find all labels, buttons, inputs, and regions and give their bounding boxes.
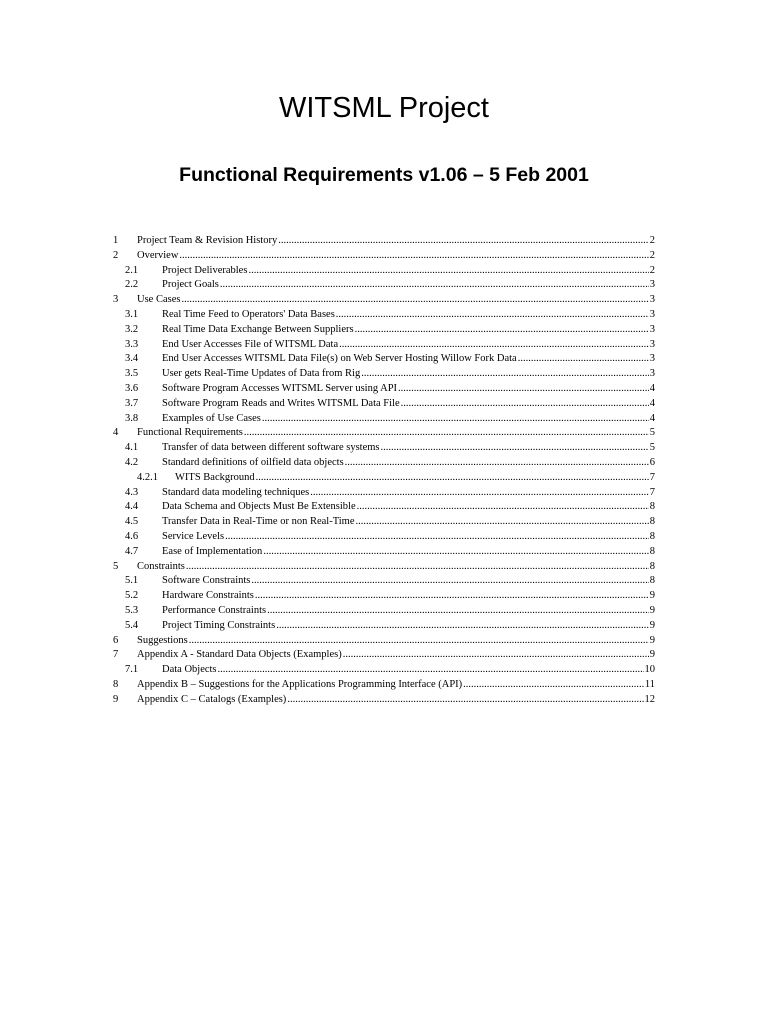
toc-entry-number: 4 <box>113 427 119 439</box>
toc-entry-number: 3.3 <box>125 338 139 350</box>
toc-entry-label[interactable]: Standard data modeling techniques <box>162 486 310 498</box>
toc-entry-number: 4.2 <box>125 456 139 468</box>
toc-entry-page-number[interactable]: 8 <box>649 530 655 542</box>
toc-entry-label[interactable]: Project Timing Constraints <box>162 619 276 631</box>
toc-entry[interactable] <box>113 545 655 560</box>
toc-entry-label[interactable]: Appendix A - Standard Data Objects (Examples) <box>137 649 342 661</box>
toc-entry-number: 3.5 <box>125 368 139 380</box>
toc-entry-label[interactable]: Service Levels <box>162 530 225 542</box>
toc-entry-number: 3.8 <box>125 412 139 424</box>
toc-dot-leader <box>244 426 649 441</box>
toc-dot-leader <box>381 441 649 456</box>
toc-entry-label[interactable]: Standard definitions of oilfield data objects <box>162 456 344 468</box>
toc-entry[interactable] <box>113 530 655 545</box>
toc-entry[interactable] <box>113 367 655 382</box>
toc-entry[interactable] <box>113 264 655 279</box>
toc-entry[interactable] <box>113 382 655 397</box>
toc-dot-leader <box>262 412 649 427</box>
toc-entry-number: 4.1 <box>125 442 139 454</box>
document-subtitle: Functional Requirements v1.06 – 5 Feb 2001 <box>179 164 589 186</box>
toc-dot-leader <box>276 619 649 634</box>
toc-dot-leader <box>339 338 649 353</box>
toc-entry-label[interactable]: Constraints <box>137 560 185 572</box>
toc-entry-page-number[interactable]: 7 <box>649 471 655 483</box>
toc-entry-number: 2.2 <box>125 279 139 291</box>
toc-entry-page-number[interactable]: 9 <box>649 604 655 616</box>
toc-entry-label[interactable]: Suggestions <box>137 634 188 646</box>
toc-entry[interactable] <box>113 308 655 323</box>
toc-entry-page-number[interactable]: 3 <box>649 368 655 380</box>
toc-entry-page-number[interactable]: 8 <box>649 501 655 513</box>
toc-dot-leader <box>463 678 644 693</box>
toc-entry-number: 4.5 <box>125 516 139 528</box>
toc-entry-page-number[interactable]: 3 <box>649 338 655 350</box>
toc-entry[interactable] <box>113 293 655 308</box>
toc-entry[interactable] <box>113 323 655 338</box>
toc-entry[interactable] <box>113 352 655 367</box>
toc-entry-page-number[interactable]: 8 <box>649 516 655 528</box>
toc-entry-page-number[interactable]: 5 <box>649 442 655 454</box>
toc-entry-number: 1 <box>113 235 119 246</box>
toc-entry-label[interactable]: Functional Requirements <box>137 427 243 439</box>
toc-entry-page-number[interactable]: 2 <box>649 249 655 261</box>
toc-entry-label[interactable]: Project Deliverables <box>162 264 248 276</box>
toc-entry-label[interactable]: Data Schema and Objects Must Be Extensible <box>162 501 356 513</box>
toc-dot-leader <box>518 352 649 367</box>
toc-entry-number: 6 <box>113 634 119 646</box>
toc-entry-number: 3 <box>113 294 119 306</box>
toc-entry-label[interactable]: Software Constraints <box>162 575 251 587</box>
toc-entry-number: 5.3 <box>125 604 139 616</box>
toc-entry-number: 4.3 <box>125 486 139 498</box>
toc-dot-leader <box>186 560 649 575</box>
toc-entry[interactable] <box>113 500 655 515</box>
toc-entry[interactable] <box>113 456 655 471</box>
toc-entry-number: 4.7 <box>125 545 139 557</box>
toc-entry-page-number[interactable]: 8 <box>649 560 655 572</box>
toc-entry-label[interactable]: Overview <box>137 249 179 261</box>
toc-entry-number: 7 <box>113 649 119 661</box>
toc-entry-page-number[interactable]: 9 <box>649 619 655 631</box>
toc-entry-label[interactable]: Appendix C – Catalogs (Examples) <box>137 693 287 705</box>
toc-entry-number: 9 <box>113 693 119 705</box>
toc-dot-leader <box>398 382 649 397</box>
toc-entry-label[interactable]: Real Time Feed to Operators' Data Bases <box>162 308 335 320</box>
toc-entry[interactable] <box>113 278 655 293</box>
toc-dot-leader <box>251 574 648 589</box>
toc-entry-number: 5.2 <box>125 590 139 602</box>
toc-entry-page-number[interactable]: 3 <box>649 353 655 365</box>
toc-entry-number: 5.1 <box>125 575 139 587</box>
toc-entry-page-number[interactable]: 9 <box>649 590 655 602</box>
toc-entry-label[interactable]: Hardware Constraints <box>162 590 254 602</box>
toc-entry[interactable] <box>113 560 655 575</box>
toc-entry-page-number[interactable]: 4 <box>649 382 655 394</box>
toc-entry[interactable] <box>113 678 655 693</box>
toc-entry[interactable] <box>113 249 655 264</box>
toc-entry-number: 2 <box>113 249 119 261</box>
toc-entry-number: 2.1 <box>125 264 139 276</box>
toc-entry[interactable] <box>113 412 655 427</box>
toc-dot-leader <box>225 530 649 545</box>
toc-dot-leader <box>278 234 649 249</box>
toc-entry-number: 4.2.1 <box>137 471 158 483</box>
toc-dot-leader <box>310 486 648 501</box>
toc-dot-leader <box>179 249 648 264</box>
toc-entry-label[interactable]: User gets Real-Time Updates of Data from Rig <box>162 368 361 380</box>
toc-entry-number: 4.4 <box>125 501 139 513</box>
toc-entry-label[interactable]: Ease of Implementation <box>162 545 263 557</box>
toc-dot-leader <box>361 367 649 382</box>
toc-dot-leader <box>355 323 649 338</box>
toc-entry-number: 5 <box>113 560 119 572</box>
toc-entry-number: 3.4 <box>125 353 139 365</box>
toc-entry-page-number[interactable]: 3 <box>649 323 655 335</box>
toc-entry-number: 7.1 <box>125 664 139 676</box>
toc-entry[interactable] <box>113 471 655 486</box>
toc-dot-leader <box>263 545 648 560</box>
toc-dot-leader <box>336 308 649 323</box>
document-title: WITSML Project <box>278 92 489 124</box>
toc-entry-page-number[interactable]: 3 <box>649 308 655 320</box>
table-of-contents <box>113 234 655 708</box>
toc-dot-leader <box>345 456 649 471</box>
toc-entry[interactable] <box>113 234 655 249</box>
toc-dot-leader <box>189 634 649 649</box>
toc-dot-leader <box>401 397 649 412</box>
toc-dot-leader <box>255 589 649 604</box>
toc-entry-page-number[interactable]: 12 <box>644 693 655 705</box>
toc-entry[interactable] <box>113 693 655 708</box>
toc-dot-leader <box>267 604 649 619</box>
toc-entry-label[interactable]: Software Program Accesses WITSML Server using API <box>162 382 398 394</box>
toc-entry[interactable] <box>113 634 655 649</box>
toc-entry[interactable] <box>113 648 655 663</box>
toc-entry[interactable] <box>113 574 655 589</box>
toc-entry-label[interactable]: Examples of Use Cases <box>162 412 261 424</box>
toc-entry[interactable] <box>113 397 655 412</box>
toc-entry-label[interactable]: End User Accesses File of WITSML Data <box>162 338 339 350</box>
toc-entry-page-number[interactable]: 2 <box>649 235 655 246</box>
toc-entry-number: 8 <box>113 678 119 690</box>
toc-dot-leader <box>287 693 643 708</box>
toc-entry-label[interactable]: Transfer Data in Real-Time or non Real-Time <box>162 516 355 528</box>
toc-entry-page-number[interactable]: 11 <box>644 678 655 690</box>
toc-entry[interactable] <box>113 663 655 678</box>
toc-entry-page-number[interactable]: 6 <box>649 456 655 468</box>
toc-entry-page-number[interactable]: 9 <box>649 634 655 646</box>
toc-entry-label[interactable]: Use Cases <box>137 294 181 306</box>
toc-dot-leader <box>256 471 649 486</box>
toc-entry[interactable] <box>113 515 655 530</box>
toc-entry[interactable] <box>113 338 655 353</box>
toc-entry-label[interactable]: Real Time Data Exchange Between Suppliers <box>162 323 354 335</box>
toc-entry-page-number[interactable]: 9 <box>649 649 655 661</box>
toc-entry-label[interactable]: WITS Background <box>175 471 255 483</box>
toc-entry-page-number[interactable]: 8 <box>649 545 655 557</box>
toc-dot-leader <box>181 293 648 308</box>
toc-entry[interactable] <box>113 441 655 456</box>
toc-entry-number: 4.6 <box>125 530 139 542</box>
toc-entry-label[interactable]: Performance Constraints <box>162 604 267 616</box>
toc-entry-page-number[interactable]: 3 <box>649 279 655 291</box>
toc-dot-leader <box>355 515 648 530</box>
toc-entry-page-number[interactable]: 7 <box>649 486 655 498</box>
toc-entry-label[interactable]: End User Accesses WITSML Data File(s) on Web Server Hosting Willow Fork Data <box>162 353 517 365</box>
toc-entry-label[interactable]: Appendix B – Suggestions for the Applications Programming Interface (API) <box>137 678 463 690</box>
toc-entry-number: 3.6 <box>125 382 139 394</box>
toc-entry[interactable] <box>113 604 655 619</box>
toc-entry[interactable] <box>113 589 655 604</box>
toc-dot-leader <box>357 500 649 515</box>
toc-entry-page-number[interactable]: 4 <box>649 412 655 424</box>
toc-entry-page-number[interactable]: 4 <box>649 397 655 409</box>
toc-entry-page-number[interactable]: 8 <box>649 575 655 587</box>
toc-entry[interactable] <box>113 619 655 634</box>
toc-entry-label[interactable]: Transfer of data between different software systems <box>162 442 380 454</box>
toc-entry-label[interactable]: Software Program Reads and Writes WITSML Data File <box>162 397 400 409</box>
toc-entry-label[interactable]: Project Goals <box>162 279 219 291</box>
toc-entry-number: 5.4 <box>125 619 139 631</box>
toc-dot-leader <box>220 278 649 293</box>
toc-entry[interactable] <box>113 426 655 441</box>
toc-entry-page-number[interactable]: 5 <box>649 427 655 439</box>
toc-entry[interactable] <box>113 486 655 501</box>
toc-entry-page-number[interactable]: 2 <box>649 264 655 276</box>
toc-entry-page-number[interactable]: 10 <box>644 664 655 676</box>
toc-entry-number: 3.1 <box>125 308 139 320</box>
toc-entry-number: 3.2 <box>125 323 139 335</box>
toc-entry-page-number[interactable]: 3 <box>649 294 655 306</box>
toc-entry-number: 3.7 <box>125 397 139 409</box>
toc-entry-label[interactable]: Data Objects <box>162 664 217 676</box>
toc-dot-leader <box>218 663 644 678</box>
toc-dot-leader <box>248 264 648 279</box>
toc-entry-label[interactable]: Project Team & Revision History <box>137 235 278 246</box>
toc-dot-leader <box>343 648 649 663</box>
